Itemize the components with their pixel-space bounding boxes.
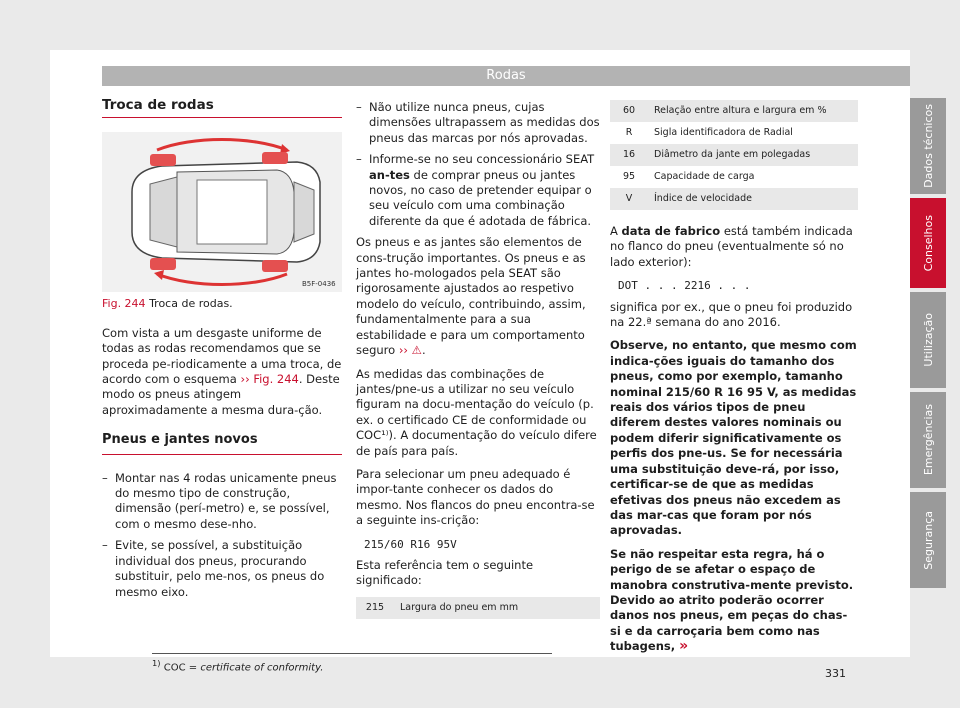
tab-label: Utilização [921, 313, 935, 367]
para-text: A [610, 224, 618, 238]
tab-label: Conselhos [921, 214, 935, 272]
para-text: está também indicada no flanco do pneu (eventualmente só no lado exterior): [610, 224, 853, 269]
page-number: 331 [825, 667, 846, 680]
bullet-list [102, 471, 342, 600]
list-text: de comprar pneus ou jantes novos, no caso de pretender equipar o seu veículo com uma combinação diferente da que é adotada de fábrica. [369, 167, 592, 228]
paragraph: Para selecionar um pneu adequado é impor-tante conhecer os dados do mesmo. Nos flancos do pneu encontra-se a seguinte ins-crição: [356, 466, 595, 528]
list-item: – Não utilize nunca pneus, cujas dimensões ultrapassem as medidas dos pneus das marcas por nós aprovadas. [356, 100, 600, 146]
list-item [356, 152, 600, 229]
table-row [610, 100, 858, 122]
tire-code: 215/60 R16 95V [364, 537, 457, 551]
spec-table [610, 100, 858, 210]
paragraph [102, 326, 342, 418]
list-bold: an-tes [369, 167, 410, 182]
table-cell-code: R [610, 122, 648, 144]
table-row [610, 188, 858, 210]
figure-link[interactable]: ›› Fig. 244 [240, 372, 299, 387]
para-bold: data de fabrico [621, 224, 721, 238]
table-cell-desc: Largura do pneu em mm [394, 597, 600, 619]
dot-code: DOT . . . 2216 . . . [618, 279, 751, 293]
subsection-title: Pneus e jantes novos [102, 432, 342, 454]
warning-paragraph [610, 547, 858, 655]
table-cell-code: 60 [610, 100, 648, 122]
paragraph [610, 224, 858, 270]
paragraph: As medidas das combinações de jantes/pne-us a utilizar no seu veículo figuram na docu-mentação do veículo (p. ex. o certificado CE de conformidade ou COC¹⁾). A documentação do veículo difere de país para país. [356, 366, 597, 458]
paragraph: significa por ex., que o pneu foi produzido na 22.ª semana do ano 2016. [610, 299, 853, 330]
list-text: Informe-se no seu concessionário SEAT [369, 152, 595, 167]
para-text: Os pneus e as jantes são elementos de cons-trução importantes. Os pneus e as jantes ho-mologados pela SEAT são rigorosamente ajustados ao respetivo modelo do veículo, contribuindo, assim, fundamentalmente para a sua estabilidade e para um comportamento seguro [356, 235, 586, 358]
table-row [610, 144, 858, 166]
table-cell-code: V [610, 188, 648, 210]
table-cell-desc: Índice de velocidade [648, 188, 858, 210]
list-item: – Montar nas 4 rodas unicamente pneus do mesmo tipo de construção, dimensão (perí-metro) e, se possível, com o mesmo dese-nho. [102, 471, 342, 533]
footnote [152, 653, 552, 673]
warning-text: Se não respeitar esta regra, há o perigo de se afetar o espaço de manobra construtiva-mente previsto. Devido ao atrito poderão ocorrer danos nos pneus, em peças do chas-si e da carroçaria bem como nas tubagens, [610, 546, 854, 654]
tab-label: Emergências [921, 404, 935, 476]
table-cell-code: 16 [610, 144, 648, 166]
tab-emergencias[interactable] [910, 392, 946, 488]
paragraph: Esta referência tem o seguinte significado: [356, 557, 534, 588]
footnote-italic: certificate of conformity. [200, 662, 324, 674]
column-2 [356, 100, 600, 619]
table-cell-desc: Diâmetro da jante em polegadas [648, 144, 858, 166]
para-text: Com vista a um desgaste uniforme de todas as rodas recomendamos que se proceda pe-riodicamente a uma troca, de acordo com o esquema [102, 325, 342, 387]
page-header: Rodas [102, 66, 910, 86]
bullet-list [356, 100, 600, 229]
column-3 [610, 100, 858, 663]
tab-seguranca[interactable] [910, 492, 946, 588]
tab-conselhos[interactable] [910, 198, 946, 288]
chapter-tabs [910, 98, 946, 592]
footnote-mark: 1) [152, 658, 161, 668]
spec-table [356, 597, 600, 619]
table-row [610, 166, 858, 188]
figure-caption-text: Troca de rodas. [149, 297, 233, 311]
continue-arrow-icon: » [679, 638, 689, 655]
tab-label: Segurança [921, 510, 935, 570]
section-title: Troca de rodas [102, 98, 342, 118]
figure-label: Fig. 244 [102, 297, 146, 311]
page [50, 50, 910, 680]
figure-wheel-rotation [102, 132, 342, 292]
car-diagram [102, 132, 342, 292]
table-cell-desc: Capacidade de carga [648, 166, 858, 188]
column-1 [102, 98, 342, 606]
table-cell-desc: Sigla identificadora de Radial [648, 122, 858, 144]
warning-link[interactable]: ›› ⚠ [398, 343, 422, 358]
figure-code: B5F-0436 [302, 280, 336, 289]
table-row [356, 597, 600, 619]
figure-caption [102, 296, 342, 311]
list-item: – Evite, se possível, a substituição individual dos pneus, procurando substituir, pelo me-nos, os pneus do mesmo eixo. [102, 538, 342, 600]
table-cell-code: 215 [356, 597, 394, 619]
tab-utilizacao[interactable] [910, 292, 946, 388]
table-cell-code: 95 [610, 166, 648, 188]
para-text: . Deste modo os pneus atingem aproximadamente a mesma dura-ção. [102, 372, 340, 417]
table-row [610, 122, 858, 144]
table-cell-desc: Relação entre altura e largura em % [648, 100, 858, 122]
paragraph: Os pneus e as jantes são elementos de cons-trução importantes. Os pneus e as jantes ho-mologados pela SEAT são rigorosamente ajustados ao respetivo modelo do veículo, contribuindo, assim, fundamentalmente para a sua estabilidade e para um comportamento seguro ›› ⚠. [356, 235, 586, 358]
tab-label: Dados técnicos [921, 104, 935, 188]
footnote-text: COC = [163, 662, 198, 674]
tab-dados-tecnicos[interactable] [910, 98, 946, 194]
warning-paragraph: Observe, no entanto, que mesmo com indica-ções iguais do tamanho dos pneus, como por exemplo, tamanho nominal 215/60 R 16 95 V, as medidas reais dos vários tipos de pneu diferem destes valores nominais ou podem diferir significativamente os perfis dos pne-us. Se for necessária uma substituição deve-rá, por isso, certificar-se de que as medidas efetivas dos pneus não excedem as das mar-cas que foram por nós aprovadas. [610, 338, 857, 538]
